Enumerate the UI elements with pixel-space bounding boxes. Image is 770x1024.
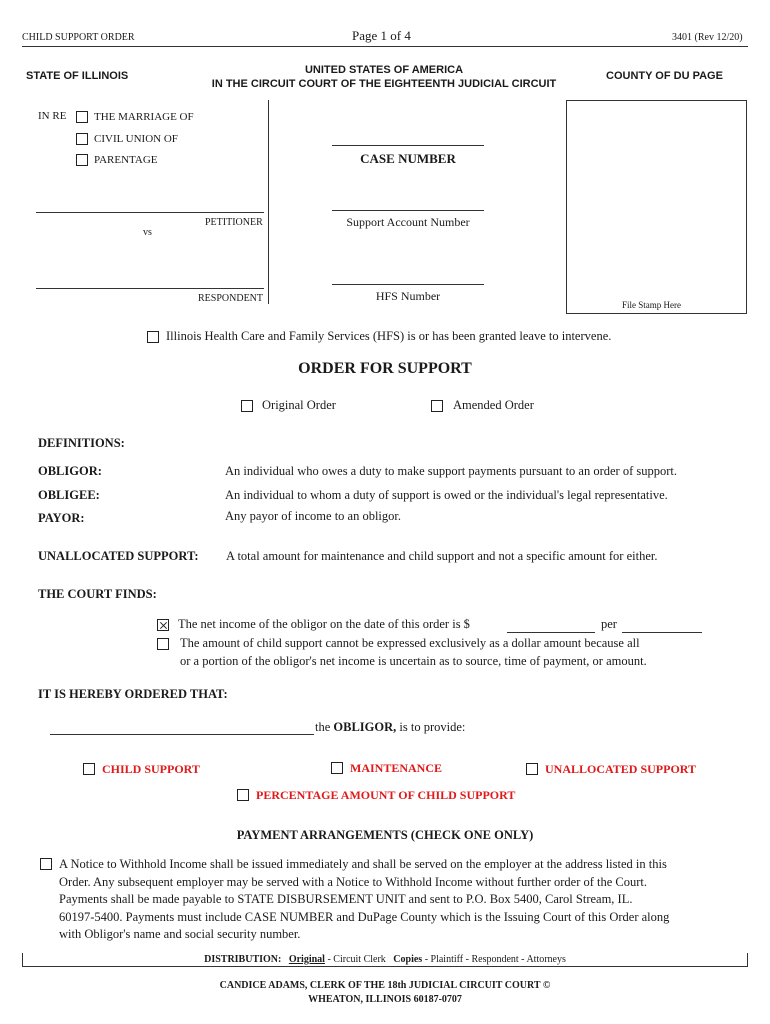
respondent-label: RESPONDENT bbox=[198, 293, 264, 304]
file-stamp-box bbox=[566, 100, 747, 314]
provide-text: is to provide: bbox=[396, 720, 466, 734]
payor-term: PAYOR: bbox=[38, 511, 85, 525]
not-dollar-text-2: or a portion of the obligor's net income is uncertain as to source, time of payment, or amount. bbox=[180, 654, 647, 668]
not-dollar-checkbox[interactable] bbox=[157, 638, 169, 650]
form-number: 3401 (Rev 12/20) bbox=[672, 32, 743, 43]
notice-withhold-text bbox=[59, 856, 669, 944]
obligor-definition: An individual who owes a duty to make support payments pursuant to an order of support. bbox=[225, 464, 678, 478]
percentage-label: PERCENTAGE AMOUNT OF CHILD SUPPORT bbox=[256, 788, 516, 802]
payment-heading: PAYMENT ARRANGEMENTS (CHECK ONE ONLY) bbox=[236, 828, 534, 842]
original-order-checkbox[interactable] bbox=[241, 400, 253, 412]
amended-order-checkbox[interactable] bbox=[431, 400, 443, 412]
court-circuit: IN THE CIRCUIT COURT OF THE EIGHTEENTH JUDICIAL CIRCUIT bbox=[211, 78, 557, 90]
definitions-heading: DEFINITIONS: bbox=[38, 436, 125, 450]
petitioner-label: PETITIONER bbox=[205, 217, 263, 228]
form-name: CHILD SUPPORT ORDER bbox=[22, 32, 135, 43]
caption-border bbox=[268, 100, 269, 304]
hfs-leave-text: Illinois Health Care and Family Services (HFS) is or has been granted leave to intervene. bbox=[166, 329, 612, 343]
obligee-definition: An individual to whom a duty of support is owed or the individual's legal representative. bbox=[225, 488, 668, 502]
original-label: Original bbox=[288, 954, 325, 965]
hfs-number-label: HFS Number bbox=[375, 289, 441, 303]
parentage-checkbox[interactable] bbox=[76, 154, 88, 166]
in-re-label: IN RE bbox=[38, 110, 67, 122]
case-number-field[interactable] bbox=[332, 145, 484, 146]
county-label: COUNTY OF DU PAGE bbox=[606, 70, 723, 82]
respondent-field[interactable] bbox=[36, 288, 264, 289]
copies-to: - Plaintiff - Respondent - Attorneys bbox=[422, 954, 566, 965]
page-number: Page 1 of 4 bbox=[352, 28, 411, 43]
child-support-checkbox[interactable] bbox=[83, 763, 95, 775]
per-label: per bbox=[601, 617, 617, 631]
notice-line: Payments shall be made payable to STATE DISBURSEMENT UNIT and sent to P.O. Box 5400, Carol Stream, IL. bbox=[59, 892, 633, 906]
obligor-provide-text bbox=[315, 720, 465, 735]
amended-order-label: Amended Order bbox=[453, 398, 534, 412]
obligee-term: OBLIGEE: bbox=[38, 488, 100, 502]
unallocated-label: UNALLOCATED SUPPORT bbox=[545, 762, 697, 776]
obligor-bold: OBLIGOR, bbox=[333, 720, 397, 734]
parentage-label: PARENTAGE bbox=[94, 154, 158, 166]
clerk-address: WHEATON, ILLINOIS 60187-0707 bbox=[308, 994, 462, 1005]
header-rule bbox=[22, 46, 748, 47]
original-to: - Circuit Clerk bbox=[324, 954, 386, 965]
notice-withhold-checkbox[interactable] bbox=[40, 858, 52, 870]
hfs-number-field[interactable] bbox=[332, 284, 484, 285]
the-text: the bbox=[315, 720, 334, 734]
unallocated-term: UNALLOCATED SUPPORT: bbox=[38, 549, 199, 563]
civil-union-checkbox[interactable] bbox=[76, 133, 88, 145]
court-finds-heading: THE COURT FINDS: bbox=[38, 587, 157, 601]
notice-line: with Obligor's name and social security number. bbox=[59, 927, 301, 941]
clerk-name: CANDICE ADAMS, CLERK OF THE 18th JUDICIAL CIRCUIT COURT © bbox=[219, 980, 551, 991]
civil-union-label: CIVIL UNION OF bbox=[94, 133, 178, 145]
original-order-label: Original Order bbox=[262, 398, 336, 412]
copies-label: Copies bbox=[393, 954, 423, 965]
petitioner-field[interactable] bbox=[36, 212, 264, 213]
order-title: ORDER FOR SUPPORT bbox=[298, 360, 472, 377]
maintenance-checkbox[interactable] bbox=[331, 762, 343, 774]
file-stamp-label: File Stamp Here bbox=[622, 300, 681, 310]
child-support-label: CHILD SUPPORT bbox=[102, 762, 200, 776]
support-account-field[interactable] bbox=[332, 210, 484, 211]
net-income-text: The net income of the obligor on the date of this order is $ bbox=[178, 617, 470, 631]
notice-line: Order. Any subsequent employer may be served with a Notice to Withhold Income without further order of the Court. bbox=[59, 874, 648, 889]
ordered-heading: IT IS HEREBY ORDERED THAT: bbox=[38, 687, 228, 701]
maintenance-label: MAINTENANCE bbox=[350, 761, 443, 775]
percentage-checkbox[interactable] bbox=[237, 789, 249, 801]
marriage-checkbox[interactable] bbox=[76, 111, 88, 123]
support-account-label: Support Account Number bbox=[346, 215, 470, 229]
obligor-term: OBLIGOR: bbox=[38, 464, 102, 478]
case-number-label: CASE NUMBER bbox=[360, 151, 456, 166]
state-label: STATE OF ILLINOIS bbox=[26, 70, 129, 82]
net-income-checkbox[interactable] bbox=[157, 619, 169, 631]
notice-line: 60197-5400. Payments must include CASE NUMBER and DuPage County which is the Issuing Court of this Order along bbox=[59, 909, 670, 924]
distribution-line bbox=[0, 954, 770, 965]
vs-label: vs bbox=[143, 227, 152, 238]
distribution-label: DISTRIBUTION: bbox=[204, 954, 282, 965]
unallocated-definition: A total amount for maintenance and child support and not a specific amount for either. bbox=[226, 549, 658, 563]
obligor-name-field[interactable] bbox=[50, 734, 314, 735]
unallocated-checkbox[interactable] bbox=[526, 763, 538, 775]
notice-line: A Notice to Withhold Income shall be issued immediately and shall be served on the employer at the address listed in this bbox=[59, 857, 667, 871]
net-income-period-field[interactable] bbox=[622, 632, 702, 633]
hfs-leave-checkbox[interactable] bbox=[147, 331, 159, 343]
marriage-label: THE MARRIAGE OF bbox=[94, 111, 194, 123]
court-country: UNITED STATES OF AMERICA bbox=[304, 64, 464, 76]
not-dollar-text-1: The amount of child support cannot be expressed exclusively as a dollar amount because all bbox=[180, 636, 640, 650]
payor-definition: Any payor of income to an obligor. bbox=[225, 509, 402, 523]
net-income-amount-field[interactable] bbox=[507, 632, 595, 633]
